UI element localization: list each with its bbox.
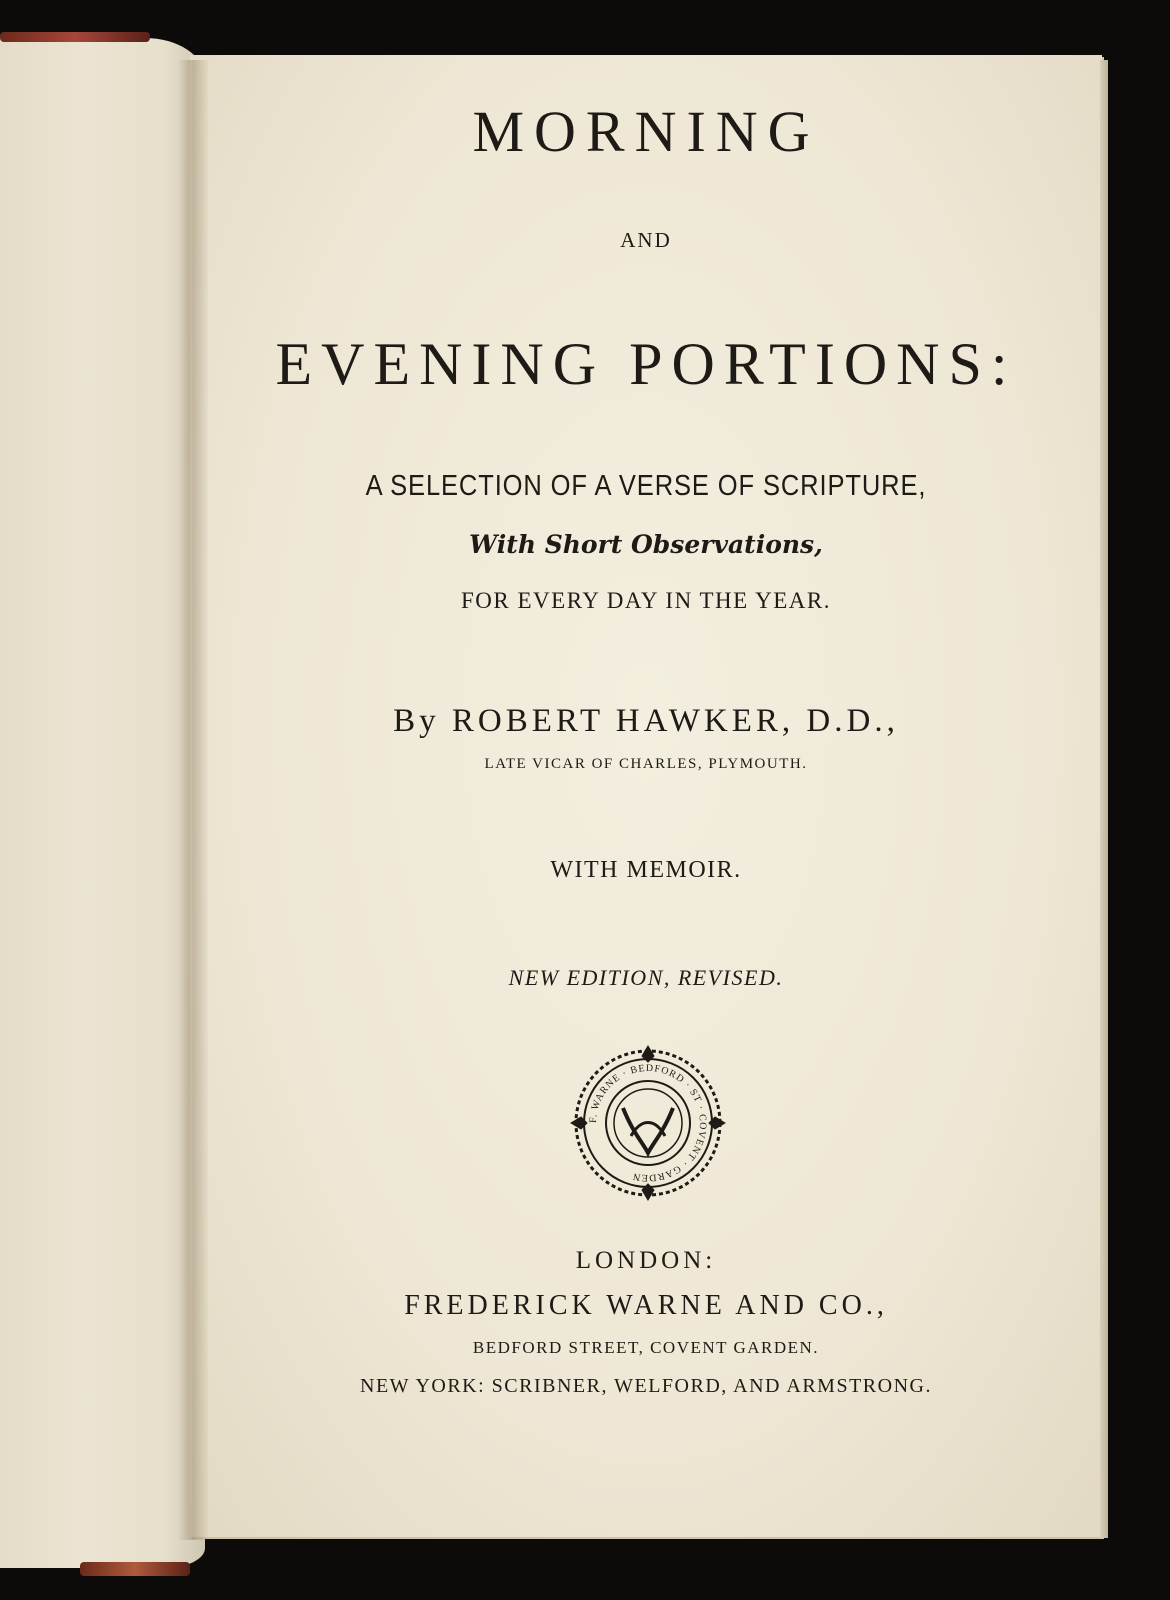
title-line-2: EVENING PORTIONS: [275, 331, 1017, 397]
co-publisher: NEW YORK: SCRIBNER, WELFORD, AND ARMSTRONG. [360, 1375, 932, 1397]
title-line-1: MORNING [472, 99, 820, 164]
gilt-edge-top [0, 32, 150, 42]
publisher-address: BEDFORD STREET, COVENT GARDEN. [472, 1338, 820, 1357]
memoir-note: WITH MEMOIR. [550, 857, 742, 883]
author-title: LATE VICAR OF CHARLES, PLYMOUTH. [484, 756, 808, 772]
subtitle-every-day: FOR EVERY DAY IN THE YEAR. [461, 588, 831, 613]
gilt-edge-bottom [80, 1562, 190, 1576]
edition-note: NEW EDITION, REVISED. [508, 965, 784, 990]
left-page [0, 38, 205, 1568]
publisher-name: FREDERICK WARNE AND CO., [404, 1290, 888, 1321]
subtitle-observations: With Short Observations, [469, 530, 823, 559]
publisher-seal-icon [563, 1038, 733, 1208]
seal-ring-text: F. WARNE · BEDFORD · ST · COVENT · GARDEN [587, 1062, 709, 1184]
imprint-city: LONDON: [575, 1247, 717, 1274]
author-line: By ROBERT HAWKER, D.D., [393, 703, 899, 739]
title-conjunction: AND [620, 228, 672, 252]
subtitle: A SELECTION OF A VERSE OF SCRIPTURE, [365, 470, 927, 502]
